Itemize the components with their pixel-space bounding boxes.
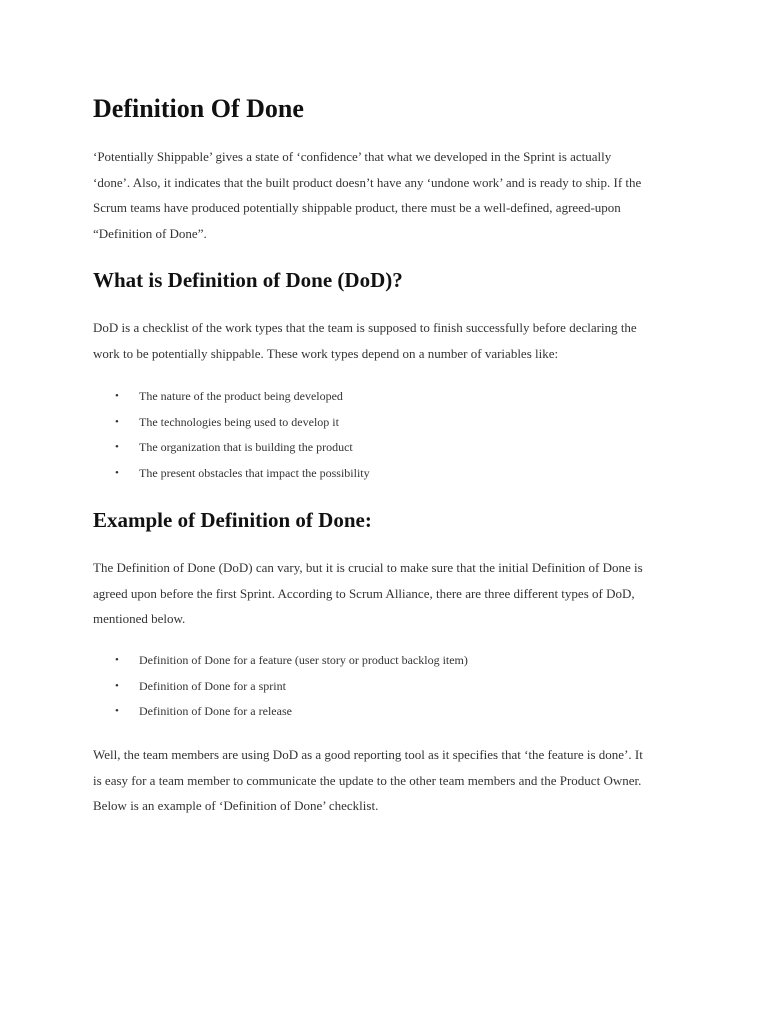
intro-paragraph (93, 144, 673, 247)
dod-variation-line: The Definition of Done (DoD) can vary, but it is crucial to make sure that the initial Definition of Done is (93, 560, 643, 575)
dod-types-list (93, 648, 673, 725)
list-item (93, 435, 673, 461)
intro-line: Scrum teams have produced potentially shippable product, there must be a well-defined, agreed-upon (93, 200, 621, 216)
bullet-icon: • (115, 466, 119, 479)
page-title: Definition Of Done (93, 94, 304, 123)
list-item-text: Definition of Done for a sprint (139, 678, 286, 693)
list-item (93, 384, 673, 410)
bullet-icon: • (115, 415, 119, 428)
bullet-icon: • (115, 654, 119, 666)
intro-line: “Definition of Done”. (93, 226, 207, 242)
intro-line: ‘done’. Also, it indicates that the built product doesn’t have any ‘undone work’ and is ready to ship. If the (93, 174, 642, 190)
list-item-text: The organization that is building the product (139, 440, 353, 454)
closing-line: Below is an example of ‘Definition of Done’ checklist. (93, 798, 379, 814)
list-item-text: The technologies being used to develop it (139, 414, 339, 429)
list-item-text: Definition of Done for a release (139, 704, 292, 718)
dod-description-line: work to be potentially shippable. These work types depend on a number of variables like: (93, 345, 559, 361)
list-item (93, 699, 673, 725)
closing-paragraph (93, 742, 673, 819)
bullet-icon: • (115, 441, 119, 453)
dod-description-line: DoD is a checklist of the work types that the team is supposed to finish successfully before declaring the (93, 320, 637, 335)
list-item-text: The present obstacles that impact the possibility (139, 465, 370, 480)
list-item (93, 648, 673, 674)
dod-variation-paragraph (93, 555, 673, 632)
list-item (93, 674, 673, 700)
intro-line: ‘Potentially Shippable’ gives a state of ‘confidence’ that what we developed in the Sprint is actually (93, 149, 612, 164)
section-heading-what-is-dod: What is Definition of Done (DoD)? (93, 268, 403, 292)
closing-line: Well, the team members are using DoD as a good reporting tool as it specifies that ‘the feature is done’. It (93, 747, 643, 762)
list-item (93, 410, 673, 436)
list-item-text: The nature of the product being developed (139, 389, 343, 403)
dod-description-paragraph (93, 315, 673, 366)
dod-variation-line: agreed upon before the first Sprint. According to Scrum Alliance, there are three different types of DoD, (93, 585, 635, 601)
bullet-icon: • (115, 390, 119, 402)
closing-line: is easy for a team member to communicate the update to the other team members and the Product Owner. (93, 772, 642, 788)
variables-list (93, 384, 673, 486)
bullet-icon: • (115, 679, 119, 692)
dod-variation-line: mentioned below. (93, 611, 186, 627)
list-item (93, 461, 673, 487)
section-heading-example-dod: Example of Definition of Done: (93, 508, 372, 532)
list-item-text: Definition of Done for a feature (user story or product backlog item) (139, 653, 468, 667)
bullet-icon: • (115, 705, 119, 717)
